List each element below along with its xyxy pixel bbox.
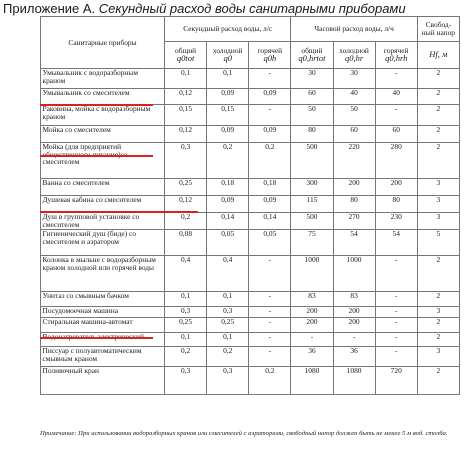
table-row: [41, 367, 460, 395]
title-text: Секундный расход воды санитарными приборами: [98, 1, 406, 16]
value-cell: 300: [291, 179, 333, 196]
value-cell: 1000: [291, 256, 333, 292]
value-cell: 230: [375, 213, 417, 230]
value-cell: 0,08: [165, 230, 207, 256]
fixture-name: Мойка (для предприятий смесителем: [41, 143, 165, 179]
value-cell: 60: [375, 126, 417, 143]
value-cell: 0,14: [207, 213, 249, 230]
value-cell: 0,1: [207, 292, 249, 307]
value-cell: 0,09: [207, 126, 249, 143]
value-cell: 3: [417, 213, 459, 230]
value-cell: 0,1: [207, 333, 249, 347]
value-cell: -: [375, 292, 417, 307]
table-row: [41, 318, 460, 333]
fixture-name: Колонка в мыльне с водоразборным краном холодной или горячей воды: [41, 256, 165, 292]
value-cell: 0,3: [165, 143, 207, 179]
value-cell: 0,1: [207, 69, 249, 89]
value-cell: 2: [417, 318, 459, 333]
value-cell: 2: [417, 292, 459, 307]
subheader-cell: горячей q0h: [249, 42, 291, 69]
value-cell: 0,18: [207, 179, 249, 196]
subheader-cell: общий q0,hrtot: [291, 42, 333, 69]
value-cell: 270: [333, 213, 375, 230]
value-cell: -: [249, 318, 291, 333]
value-cell: 36: [333, 347, 375, 367]
fixture-name: Умывальник со смесителем: [41, 89, 165, 105]
value-cell: 0,25: [165, 318, 207, 333]
value-cell: -: [375, 69, 417, 89]
table-row: [41, 126, 460, 143]
value-cell: 30: [333, 69, 375, 89]
value-cell: 0,1: [165, 69, 207, 89]
value-cell: 50: [291, 105, 333, 126]
table-row: [41, 333, 460, 347]
value-cell: -: [375, 256, 417, 292]
value-cell: 2: [417, 89, 459, 105]
value-cell: -: [249, 307, 291, 318]
highlight-mark: [40, 337, 153, 339]
value-cell: 54: [333, 230, 375, 256]
value-cell: 0,3: [165, 367, 207, 395]
value-cell: 200: [333, 307, 375, 318]
value-cell: 0,3: [207, 307, 249, 318]
value-cell: 0,25: [165, 179, 207, 196]
value-cell: -: [375, 105, 417, 126]
value-cell: -: [249, 292, 291, 307]
value-cell: 0,09: [207, 196, 249, 213]
value-cell: 1080: [333, 367, 375, 395]
value-cell: 80: [333, 196, 375, 213]
value-cell: 40: [375, 89, 417, 105]
fixture-name: Ванна со смесителем: [41, 179, 165, 196]
fixture-name: Посудомоечная машина: [41, 307, 165, 318]
value-cell: 0,09: [249, 196, 291, 213]
subheader-cell: холодной q0,hr: [333, 42, 375, 69]
fixture-name: Раковина, мойка с водоразборным краном: [41, 105, 165, 126]
value-cell: 54: [375, 230, 417, 256]
value-cell: 0,14: [249, 213, 291, 230]
value-cell: 1080: [291, 367, 333, 395]
value-cell: 0,2: [249, 367, 291, 395]
value-cell: 500: [291, 143, 333, 179]
table-row: [41, 256, 460, 292]
value-cell: -: [249, 69, 291, 89]
highlight-mark: [40, 155, 153, 157]
fixture-name: Душ в групповой установке со смесителем: [41, 213, 165, 230]
value-cell: 0,09: [249, 89, 291, 105]
value-cell: 720: [375, 367, 417, 395]
table-row: [41, 196, 460, 213]
value-cell: 5: [417, 230, 459, 256]
table-row: [41, 292, 460, 307]
value-cell: 0,25: [207, 318, 249, 333]
table-body: [41, 69, 460, 395]
value-cell: 280: [375, 143, 417, 179]
value-cell: 2: [417, 367, 459, 395]
value-cell: 0,1: [165, 292, 207, 307]
table-note: Примечание: При использовании водоразборных кранов или смесителей с аэраторами, свободный напор должен быть не менее 5 м вод. столба.: [40, 430, 448, 437]
table-row: [41, 89, 460, 105]
value-cell: 0,2: [165, 213, 207, 230]
value-cell: 40: [333, 89, 375, 105]
value-cell: 3: [417, 196, 459, 213]
value-cell: -: [249, 105, 291, 126]
value-cell: 83: [333, 292, 375, 307]
header-free-head: Свобод-ный напор: [417, 17, 459, 42]
value-cell: -: [375, 347, 417, 367]
table-row: [41, 347, 460, 367]
fixture-name: [41, 333, 165, 347]
value-cell: 50: [333, 105, 375, 126]
value-cell: 0,18: [249, 179, 291, 196]
subheader-cell: холодной q0: [207, 42, 249, 69]
value-cell: 0,2: [207, 347, 249, 367]
value-cell: 80: [291, 126, 333, 143]
value-cell: 0,12: [165, 196, 207, 213]
value-cell: 0,09: [207, 89, 249, 105]
value-cell: 0,2: [207, 143, 249, 179]
value-cell: 80: [375, 196, 417, 213]
value-cell: 0,4: [207, 256, 249, 292]
value-cell: 0,15: [207, 105, 249, 126]
value-cell: 83: [291, 292, 333, 307]
value-cell: 115: [291, 196, 333, 213]
value-cell: 75: [291, 230, 333, 256]
table-row: [41, 69, 460, 89]
value-cell: -: [375, 307, 417, 318]
value-cell: 2: [417, 333, 459, 347]
highlight-mark: [40, 211, 198, 213]
value-cell: 500: [291, 213, 333, 230]
value-cell: -: [249, 256, 291, 292]
value-cell: 30: [291, 69, 333, 89]
value-cell: 3: [417, 179, 459, 196]
subheader-cell: горячей q0,hrh: [375, 42, 417, 69]
fixture-name: Писсуар с полуавтоматическим смывным краном: [41, 347, 165, 367]
value-cell: 0,12: [165, 126, 207, 143]
value-cell: -: [333, 333, 375, 347]
value-cell: 200: [333, 318, 375, 333]
value-cell: -: [375, 333, 417, 347]
page-title: [3, 1, 473, 16]
value-cell: 2: [417, 143, 459, 179]
value-cell: 36: [291, 347, 333, 367]
value-cell: 200: [291, 318, 333, 333]
fixture-name: Душевая кабина со смесителем: [41, 196, 165, 213]
value-cell: 3: [417, 307, 459, 318]
value-cell: 3: [417, 347, 459, 367]
value-cell: 2: [417, 105, 459, 126]
value-cell: 2: [417, 69, 459, 89]
value-cell: 0,2: [249, 143, 291, 179]
value-cell: 220: [333, 143, 375, 179]
table-row: [41, 179, 460, 196]
value-cell: -: [375, 318, 417, 333]
title-prefix: Приложение А.: [3, 1, 99, 16]
value-cell: 1000: [333, 256, 375, 292]
header-second-flow: Секундный расход воды, л/с: [165, 17, 291, 42]
value-cell: 0,3: [207, 367, 249, 395]
table-row: [41, 230, 460, 256]
value-cell: 0,09: [249, 126, 291, 143]
fixture-name: Умывальник с водоразборным краном: [41, 69, 165, 89]
value-cell: 200: [375, 179, 417, 196]
table-row: [41, 307, 460, 318]
highlight-mark: [40, 104, 153, 106]
subheader-cell: Hf, м: [417, 42, 459, 69]
value-cell: 60: [291, 89, 333, 105]
header-hour-flow: Часовой расход воды, л/ч: [291, 17, 417, 42]
value-cell: 2: [417, 256, 459, 292]
value-cell: 0,3: [165, 307, 207, 318]
value-cell: 0,4: [165, 256, 207, 292]
header-fixture: Санитарные приборы: [41, 17, 165, 69]
value-cell: -: [291, 333, 333, 347]
value-cell: -: [249, 347, 291, 367]
value-cell: 0,05: [249, 230, 291, 256]
fixture-name: Унитаз со смывным бачком: [41, 292, 165, 307]
table-row: [41, 213, 460, 230]
fixture-name: Поливочный кран: [41, 367, 165, 395]
value-cell: -: [249, 333, 291, 347]
value-cell: 60: [333, 126, 375, 143]
value-cell: 200: [333, 179, 375, 196]
table-row: [41, 143, 460, 179]
value-cell: 0,12: [165, 89, 207, 105]
value-cell: 0,2: [165, 347, 207, 367]
value-cell: 0,1: [165, 333, 207, 347]
value-cell: 200: [291, 307, 333, 318]
table-row: [41, 105, 460, 126]
subheader-cell: общий q0tot: [165, 42, 207, 69]
value-cell: 0,05: [207, 230, 249, 256]
fixture-name: Мойка со смесителем: [41, 126, 165, 143]
value-cell: 0,15: [165, 105, 207, 126]
fixture-name: Гигиенический душ (биде) со смесителем и аэратором: [41, 230, 165, 256]
value-cell: 2: [417, 126, 459, 143]
header-row: [41, 17, 460, 42]
fixture-name: Стиральная машина-автомат: [41, 318, 165, 333]
